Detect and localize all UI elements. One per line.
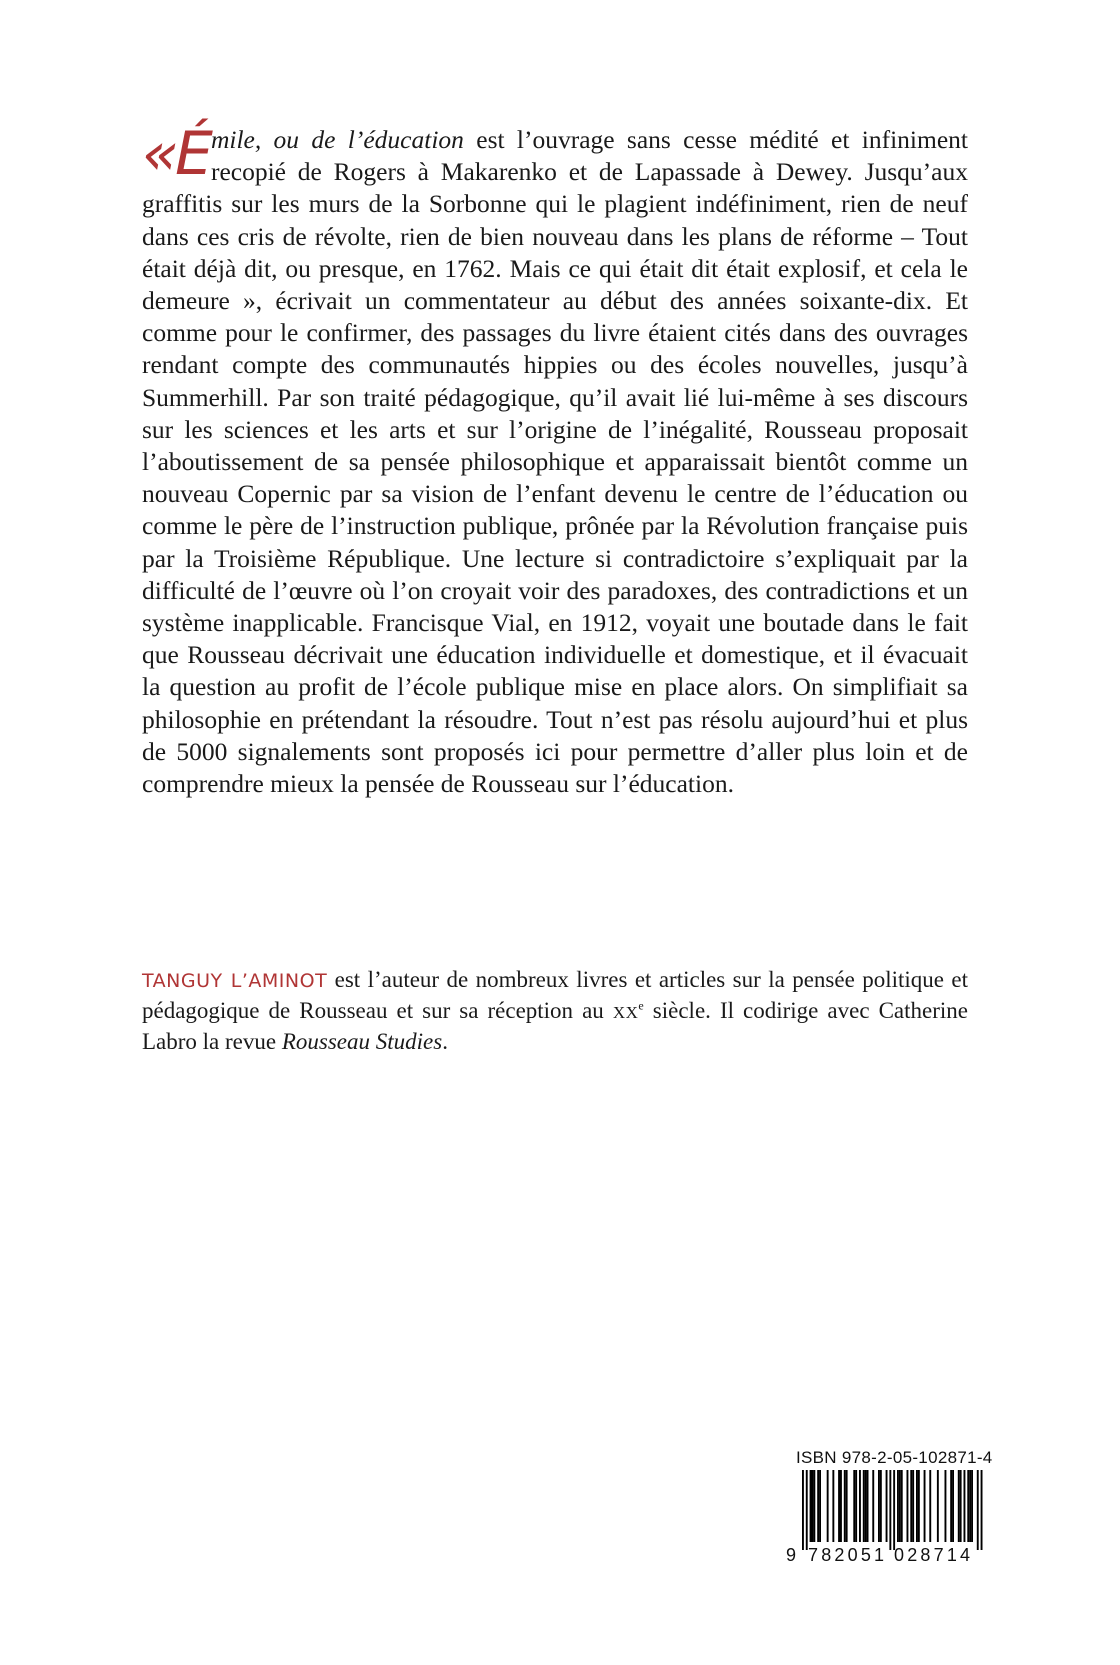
barcode-digits-left: 782051 [808,1545,888,1565]
barcode-bar [929,1470,931,1542]
barcode-bar [958,1470,960,1542]
opening-quote-mark: « [142,119,176,189]
barcode-bar [910,1470,912,1542]
barcode-bar [878,1470,880,1542]
barcode-bar [844,1470,846,1542]
barcode-bar [967,1470,969,1542]
barcode-bar [867,1470,869,1542]
barcode-bar [950,1470,952,1542]
barcode-bar [853,1470,855,1542]
barcode-digits-right: 028714 [894,1545,974,1565]
barcode-bar [889,1470,891,1550]
barcode-bar [859,1470,861,1542]
barcode-bar [865,1470,867,1542]
barcode-bar [806,1470,808,1550]
barcode-bar [899,1470,901,1542]
author-bio-text-1: est l’auteur de nombreux livres et articles sur la pensée politique et pédagogique de Rousseau et sur sa réception au [142,967,968,1023]
isbn-barcode [786,1448,993,1568]
book-title: mile, ou de l’éducation [210,125,464,154]
barcode-bar [810,1470,812,1542]
author-name: TANGUY L’AMINOT [142,970,328,992]
barcode-bar [907,1470,909,1542]
barcode-bar [964,1470,966,1542]
barcode-bar [863,1470,865,1542]
journal-title: Rousseau Studies [281,1029,443,1054]
barcode-bar [813,1470,815,1542]
barcode-bar [880,1470,882,1542]
barcode-bar [855,1470,857,1542]
summary-body: est l’ouvrage sans cesse médité et infiniment recopié de Rogers à Makarenko et de Lapassade à Dewey. Jusqu’aux graffitis sur les murs de la Sorbonne qui le plagient indéfiniment, rien de neuf dans ces cris de révolte, rien de bien nouveau dans les plans de réforme – Tout était déjà dit, ou presque, en 1762. Mais ce qui était dit était explosif, et cela le demeure », écrivait un commentateur au début des années soixante-dix. Et comme pour le confirmer, des passages du livre étaient cités dans des ouvrages rendant compte des communautés hippies ou des écoles nouvelles, jusqu’à Summerhill. Par son traité pédagogique, qu’il avait lié lui-même à ses discours sur les sciences et les arts et sur l’origine de l’inégalité, Rousseau proposait l’aboutissement de sa pensée philosophique et apparaissait bientôt comme un nouveau Copernic par sa vision de l’enfant devenu le centre de l’éducation ou comme le père de l’instruction publique, prônée par la Révolution française puis par la Troisième République. Une lecture si contradictoire s’expliquait par la difficulté de l’œuvre où l’on croyait voir des paradoxes, des contradictions et un système inapplicable. Francisque Vial, en 1912, voyait une boutade dans le fait que Rousseau décrivait une éducation individuelle et domestique, et il évacuait la question au profit de l’école publique mise en place alors. On simplifiait sa philosophie en prétendant la résoudre. Tout n’est pas résolu aujourd’hui et plus de 5000 signalements sont proposés ici pour permettre d’aller plus loin et de comprendre mieux la pensée de Rousseau sur l’éducation. [142,125,968,799]
barcode-bar [916,1470,918,1542]
barcode-bar [918,1470,920,1542]
barcode-bar [937,1470,939,1542]
dropcap-letter: É [175,119,209,189]
barcode-bar [838,1470,840,1542]
isbn-label: ISBN 978-2-05-102871-4 [796,1448,993,1467]
barcode-bar [840,1470,842,1542]
barcode-bar [912,1470,914,1542]
barcode-bar [817,1470,819,1542]
barcode-bar [969,1470,971,1542]
barcode-bar [819,1470,821,1542]
author-bio-end: . [442,1029,448,1054]
barcode-bar [827,1470,829,1542]
barcode-bar [924,1470,926,1542]
century-numeral: XX [612,1003,639,1022]
barcode-bar [832,1470,834,1542]
barcode-bar [945,1470,947,1542]
author-bio [142,965,968,1056]
barcode-bar [901,1470,903,1542]
barcode-bar [846,1470,848,1542]
barcode-bars [786,1470,988,1550]
barcode-bar [886,1470,888,1542]
barcode-bar [893,1470,895,1550]
barcode-bar [971,1470,973,1542]
barcode-bar [897,1470,899,1542]
barcode-bar [977,1470,979,1550]
author-bio-text-2: siècle. Il codirige avec Catherine Labro la revue [142,998,968,1054]
century-superscript: e [638,998,644,1013]
barcode-bar [802,1470,804,1550]
summary-paragraph [142,119,968,800]
barcode-bar [872,1470,874,1542]
barcode-bar [952,1470,954,1542]
dropcap [142,119,209,189]
barcode-bar [960,1470,962,1542]
barcode-digit-first: 9 [786,1545,797,1565]
barcode-bar [981,1470,983,1550]
barcode-bar [812,1470,814,1542]
